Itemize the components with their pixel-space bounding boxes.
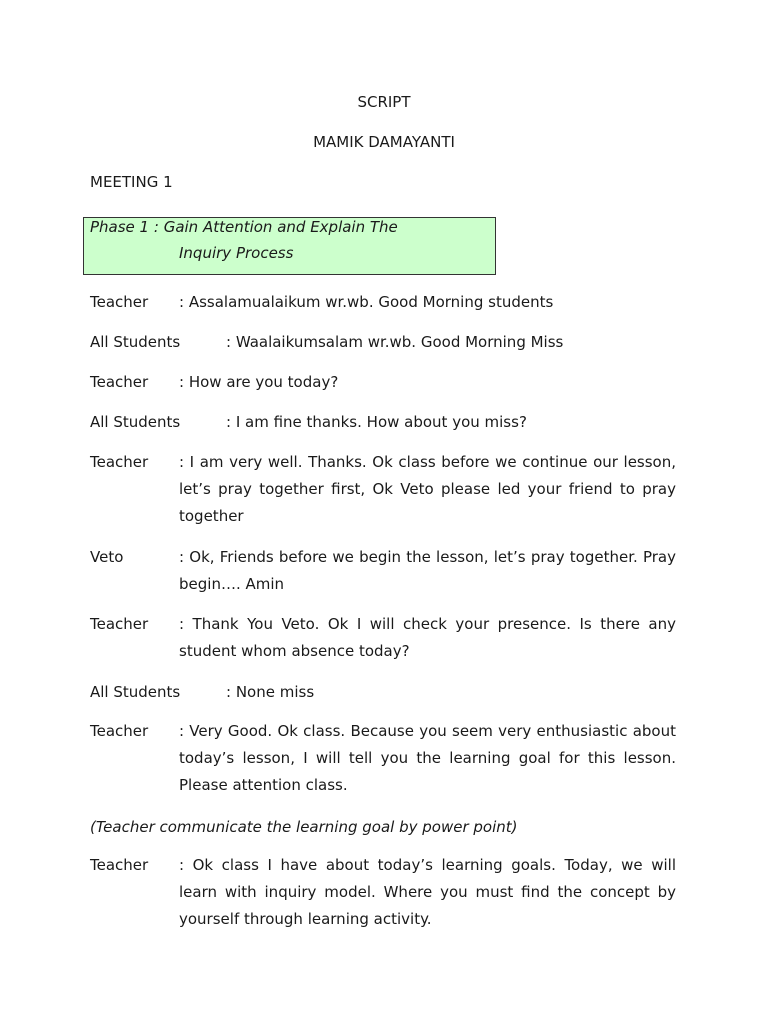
speech-text: : Ok, Friends before we begin the lesson, let’s pray together. Pray begin…. Amin <box>179 548 676 593</box>
speaker-name: Teacher <box>90 453 149 471</box>
speech-text: : Thank You Veto. Ok I will check your presence. Is there any student whom absence today? <box>179 615 676 660</box>
speaker-name: Teacher <box>90 722 149 740</box>
speech-text: : Ok class I have about today’s learning goals. Today, we will learn with inquiry model. Where you must find the concept by yourself through learning activity. <box>179 856 676 928</box>
phase-title-line2: Inquiry Process <box>179 244 294 262</box>
speaker-name: Teacher <box>90 373 149 391</box>
speaker-name: Teacher <box>90 856 149 874</box>
speech-text: : Assalamualaikum wr.wb. Good Morning students <box>179 293 554 311</box>
stage-direction-note: (Teacher communicate the learning goal by power point) <box>90 818 518 836</box>
speech-text: : Waalaikumsalam wr.wb. Good Morning Miss <box>226 333 564 351</box>
speech-text: : Very Good. Ok class. Because you seem very enthusiastic about today’s lesson, I will tell you the learning goal for this lesson. Please attention class. <box>179 722 676 794</box>
speech-text: : I am very well. Thanks. Ok class before we continue our lesson, let’s pray together first, Ok Veto please led your friend to pray together <box>179 453 676 525</box>
speaker-name: All Students <box>90 683 181 701</box>
speech-text: : How are you today? <box>179 373 339 391</box>
speech-text: : I am fine thanks. How about you miss? <box>226 413 527 431</box>
speaker-name: Veto <box>90 548 124 566</box>
speech-text: : None miss <box>226 683 315 701</box>
phase-title-line1: Phase 1 : Gain Attention and Explain The <box>90 218 398 236</box>
author-name: MAMIK DAMAYANTI <box>313 133 455 151</box>
speaker-name: Teacher <box>90 615 149 633</box>
speaker-name: All Students <box>90 413 181 431</box>
document-title: SCRIPT <box>357 93 411 111</box>
meeting-heading: MEETING 1 <box>90 173 173 191</box>
phase-box <box>83 217 496 275</box>
speaker-name: All Students <box>90 333 181 351</box>
speaker-name: Teacher <box>90 293 149 311</box>
